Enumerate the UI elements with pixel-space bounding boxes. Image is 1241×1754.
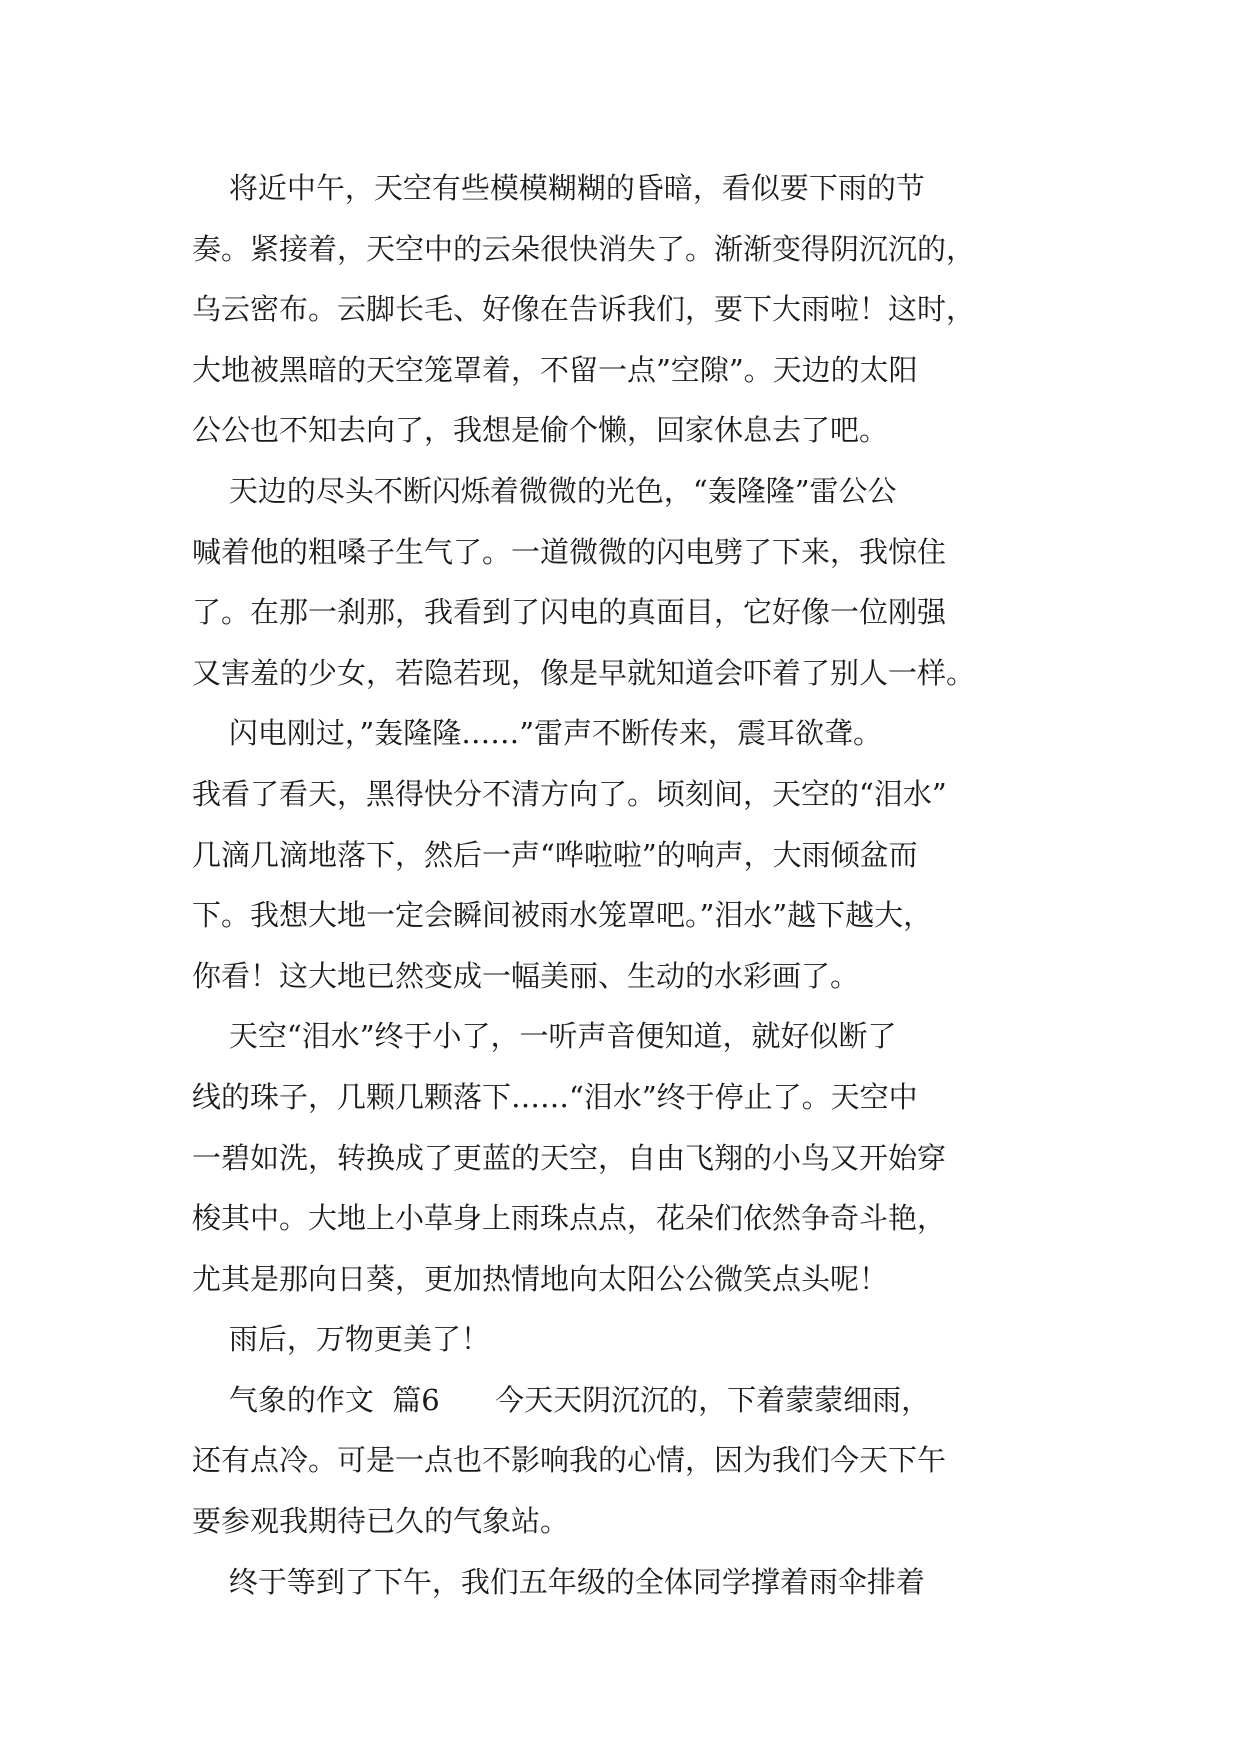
text-line: 你看！这大地已然变成一幅美丽、生动的水彩画了。 (192, 958, 860, 993)
text-line: 还有点冷。可是一点也不影响我的心情，因为我们今天下午 (192, 1443, 947, 1478)
text-line: 大地被黑暗的天空笼罩着，不留一点”空隙”。天边的太阳 (192, 352, 918, 387)
text-line: 闪电刚过，”轰隆隆……”雷声不断传来，震耳欲聋。 (192, 716, 883, 751)
text-line: 几滴几滴地落下，然后一声“哗啦啦”的响声，大雨倾盆而 (192, 837, 918, 872)
text-line: 要参观我期待已久的气象站。 (192, 1504, 570, 1539)
text-line: 奏。紧接着，天空中的云朵很快消失了。渐渐变得阴沉沉的， (192, 231, 976, 266)
text-line: 将近中午，天空有些模模糊糊的昏暗，看似要下雨的节 (192, 171, 925, 205)
text-line: 天空“泪水”终于小了，一听声音便知道，就好似断了 (192, 1019, 897, 1054)
text-line: 气象的作文 篇6 今天天阴沉沉的，下着蒙蒙细雨， (192, 1382, 931, 1417)
essay-text (192, 158, 1072, 1612)
text-line: 公公也不知去向了，我想是偷个懒，回家休息去了吧。 (192, 413, 889, 448)
text-line: 我看了看天，黑得快分不清方向了。顷刻间，天空的“泪水” (192, 776, 947, 811)
text-line: 线的珠子，几颗几颗落下……“泪水”终于停止了。天空中 (192, 1079, 918, 1114)
text-line: 天边的尽头不断闪烁着微微的光色，“轰隆隆”雷公公 (192, 473, 897, 508)
text-line: 雨后，万物更美了！ (192, 1322, 490, 1357)
text-line: 终于等到了下午，我们五年级的全体同学撑着雨伞排着 (192, 1564, 925, 1599)
text-line: 梭其中。大地上小草身上雨珠点点，花朵们依然争奇斗艳， (192, 1201, 947, 1236)
text-line: 乌云密布。云脚长毛、好像在告诉我们，要下大雨啦！这时， (192, 292, 976, 327)
text-line: 又害羞的少女，若隐若现，像是早就知道会吓着了别人一样。 (192, 655, 976, 690)
text-line: 尤其是那向日葵，更加热情地向太阳公公微笑点头呢！ (192, 1261, 889, 1296)
text-line: 一碧如洗，转换成了更蓝的天空，自由飞翔的小鸟又开始穿 (192, 1140, 947, 1175)
text-line: 了。在那一刹那，我看到了闪电的真面目，它好像一位刚强 (192, 595, 947, 630)
text-line: 喊着他的粗嗓子生气了。一道微微的闪电劈了下来，我惊住 (192, 534, 947, 569)
text-line: 下。我想大地一定会瞬间被雨水笼罩吧。”泪水”越下越大， (192, 898, 933, 933)
